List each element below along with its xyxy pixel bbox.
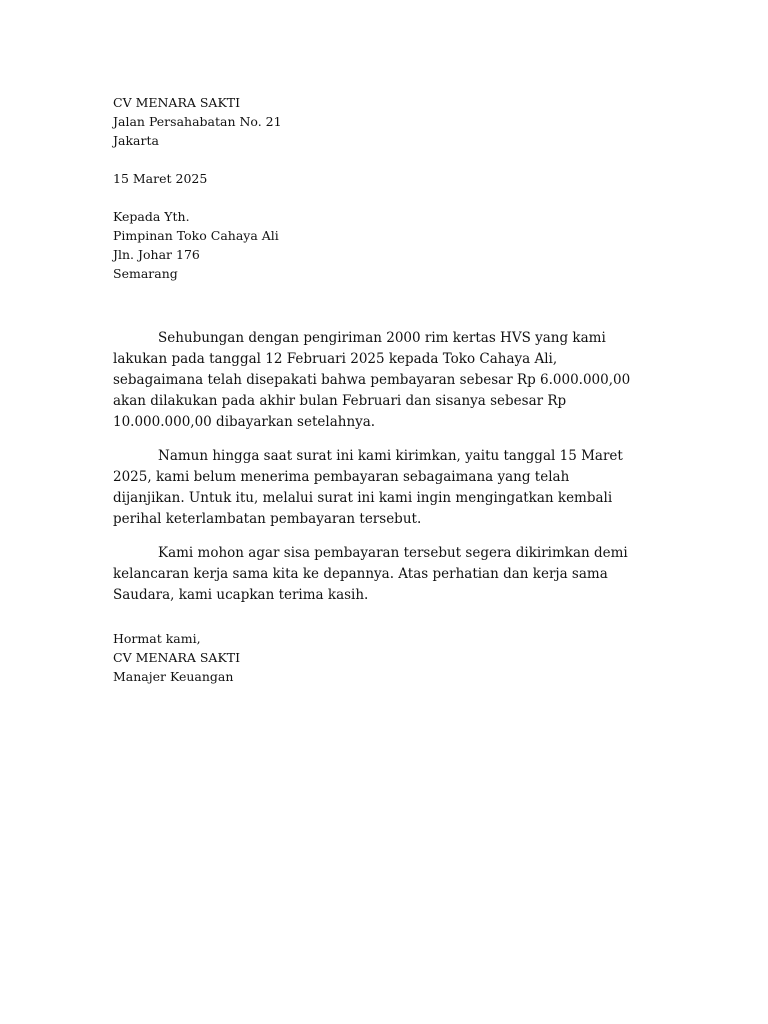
date-block — [113, 169, 653, 188]
closing-company: CV MENARA SAKTI — [113, 650, 241, 665]
sender-address: Jalan Persahabatan No. 21 — [113, 114, 282, 129]
recipient-name: Pimpinan Toko Cahaya Ali — [113, 228, 279, 243]
closing-greeting: Hormat kami, — [113, 631, 201, 646]
sender-block — [113, 93, 653, 150]
recipient-block — [113, 207, 653, 283]
body-paragraph-2: Namun hingga saat surat ini kami kirimkan, yaitu tanggal 15 Maret 2025, kami belum menerima pembayaran sebagaimana yang telah dijanjikan. Untuk itu, melalui surat ini kami ingin mengingatkan kembali perihal keterlambatan pembayaran tersebut. — [113, 448, 623, 527]
closing-block — [113, 629, 653, 686]
body-paragraph-3: Kami mohon agar sisa pembayaran tersebut segera dikirimkan demi kelancaran kerja sama kita ke depannya. Atas perhatian dan kerja sama Saudara, kami ucapkan terima kasih. — [113, 545, 628, 603]
sender-city: Jakarta — [113, 133, 159, 148]
recipient-address: Jln. Johar 176 — [113, 247, 200, 262]
recipient-salutation: Kepada Yth. — [113, 209, 190, 224]
recipient-city: Semarang — [113, 266, 178, 281]
body-paragraph-1: Sehubungan dengan pengiriman 2000 rim kertas HVS yang kami lakukan pada tanggal 12 Februari 2025 kepada Toko Cahaya Ali, sebagaimana telah disepakati bahwa pembayaran sebesar Rp 6.000.000,00 akan dilakukan pada akhir bulan Februari dan sisanya sebesar Rp 10.000.000,00 dibayarkan setelahnya. — [113, 330, 631, 430]
letter-date: 15 Maret 2025 — [113, 171, 208, 186]
closing-position: Manajer Keuangan — [113, 669, 234, 684]
sender-company: CV MENARA SAKTI — [113, 95, 241, 110]
letter-body — [113, 328, 639, 619]
